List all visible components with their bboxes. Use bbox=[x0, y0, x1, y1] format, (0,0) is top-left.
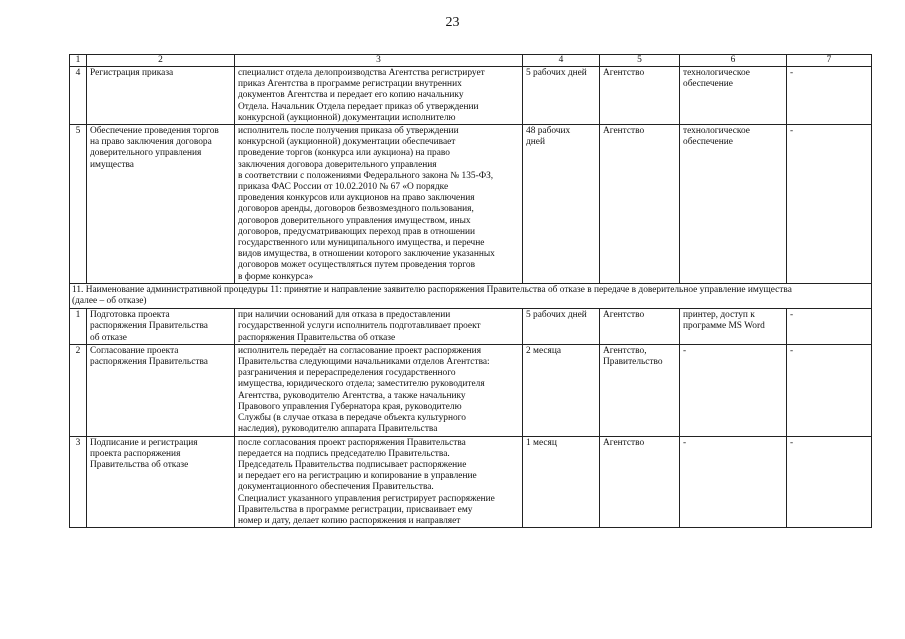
row-number: 2 bbox=[70, 344, 87, 436]
table-row bbox=[70, 344, 872, 436]
procedure-name bbox=[87, 309, 235, 345]
procedure-resources bbox=[680, 344, 787, 436]
procedure-content-line: Правительства следующими начальниками отделов Агентства: bbox=[238, 357, 490, 368]
table-row bbox=[70, 67, 872, 125]
procedure-duration bbox=[523, 125, 600, 284]
procedure-forms bbox=[787, 436, 872, 528]
section-heading bbox=[70, 283, 872, 308]
procedure-responsible-line: Правительство bbox=[603, 357, 663, 368]
table-row bbox=[70, 309, 872, 345]
procedure-forms-line: - bbox=[790, 437, 794, 448]
procedure-name bbox=[87, 125, 235, 284]
procedure-name-line: имущества bbox=[90, 159, 134, 170]
procedure-content-line: передается на подпись председателю Правительства. bbox=[238, 448, 450, 459]
procedure-name bbox=[87, 67, 235, 125]
column-number: 2 bbox=[87, 55, 235, 67]
procedure-resources bbox=[680, 125, 787, 284]
row-number: 3 bbox=[70, 436, 87, 528]
procedure-content bbox=[235, 436, 523, 528]
procedure-content-line: конкурсной (аукционной) документации исполнителю bbox=[238, 112, 456, 123]
procedure-responsible-line: Агентство bbox=[603, 126, 645, 137]
procedure-duration bbox=[523, 309, 600, 345]
procedure-forms-line: - bbox=[790, 68, 794, 78]
procedure-resources-line: - bbox=[683, 345, 687, 356]
procedure-content-line: приказа ФАС России от 10.02.2010 № 67 «О порядке bbox=[238, 182, 449, 193]
procedure-name-line: Правительства об отказе bbox=[90, 459, 189, 470]
procedure-resources bbox=[680, 309, 787, 345]
table-row bbox=[70, 125, 872, 284]
procedure-content bbox=[235, 309, 523, 345]
row-number: 4 bbox=[70, 67, 87, 125]
procedure-resources-line: обеспечение bbox=[683, 137, 733, 148]
procedure-duration-line: 5 рабочих дней bbox=[526, 68, 587, 78]
procedure-name-line: Подготовка проекта bbox=[90, 310, 170, 321]
row-number: 5 bbox=[70, 125, 87, 284]
procedure-content-line: Правительства в программе регистрации, присваивает ему bbox=[238, 504, 473, 515]
procedure-content-line: конкурсной (аукционной) документации обеспечивает bbox=[238, 137, 456, 148]
procedure-content-line: Службы (в случае отказа в передаче объекта культурного bbox=[238, 413, 466, 424]
procedure-responsible-line: Агентство bbox=[603, 437, 645, 448]
procedure-name-line: распоряжения Правительства bbox=[90, 357, 208, 368]
procedure-name-line: Согласование проекта bbox=[90, 345, 179, 356]
procedure-content-line: Правового управления Губернатора края, руководителю bbox=[238, 401, 462, 412]
procedure-duration bbox=[523, 436, 600, 528]
procedure-content-line: и передает его на регистрацию и копирование в управление bbox=[238, 471, 477, 482]
section-heading-line: (далее – об отказе) bbox=[72, 296, 147, 307]
procedure-content-line: договоров может осуществляться путем проведения торгов bbox=[238, 260, 476, 271]
procedure-duration-line: 48 рабочих bbox=[526, 126, 571, 137]
procedure-resources-line: обеспечение bbox=[683, 79, 733, 90]
procedure-forms bbox=[787, 125, 872, 284]
procedure-content-line: в форме конкурса» bbox=[238, 271, 314, 282]
procedure-content-line: Председатель Правительства подписывает распоряжение bbox=[238, 459, 467, 470]
procedure-forms-line: - bbox=[790, 345, 794, 356]
procedure-content-line: после согласования проект распоряжения Правительства bbox=[238, 437, 466, 448]
procedure-responsible-line: Агентство, bbox=[603, 345, 647, 356]
procedure-content-line: исполнитель передаёт на согласование проект распоряжения bbox=[238, 345, 482, 356]
procedure-name-line: Обеспечение проведения торгов bbox=[90, 126, 219, 137]
procedure-duration bbox=[523, 344, 600, 436]
procedure-responsible-line: Агентство bbox=[603, 68, 645, 78]
column-number: 1 bbox=[70, 55, 87, 67]
column-number: 6 bbox=[680, 55, 787, 67]
procedure-content-line: Агентства, руководителю Агентства, а также начальнику bbox=[238, 390, 466, 401]
procedure-resources-line: - bbox=[683, 437, 687, 448]
section-heading-line: 11. Наименование административной процедуры 11: принятие и направление заявителю распоряжения Правительства об отказе в передаче в доверительное управление имущества bbox=[72, 284, 792, 295]
procedure-content-line: договоров аренды, договоров безвозмездного пользования, bbox=[238, 204, 474, 215]
row-number: 1 bbox=[70, 309, 87, 345]
procedure-content-line: приказ Агентства в программе регистрации внутренних bbox=[238, 79, 462, 90]
procedure-forms bbox=[787, 344, 872, 436]
procedure-content-line: имущества, юридического отдела; заместителю руководителя bbox=[238, 379, 485, 390]
procedure-responsible bbox=[600, 67, 680, 125]
section-heading-row bbox=[70, 283, 872, 308]
procedure-content-line: исполнитель после получения приказа об утверждении bbox=[238, 126, 459, 137]
procedure-responsible bbox=[600, 344, 680, 436]
procedure-content-line: Отдела. Начальник Отдела передает приказ об утверждении bbox=[238, 101, 479, 112]
procedure-content-line: государственного или муниципального имущества, и перечне bbox=[238, 238, 485, 249]
procedure-content-line: Специалист указанного управления регистрирует распоряжение bbox=[238, 493, 495, 504]
procedure-name-line: распоряжения Правительства bbox=[90, 321, 208, 332]
procedure-name-line: Подписание и регистрация bbox=[90, 437, 198, 448]
procedure-content-line: при наличии оснований для отказа в предоставлении bbox=[238, 310, 451, 321]
procedure-resources-line: технологическое bbox=[683, 126, 750, 137]
column-number: 4 bbox=[523, 55, 600, 67]
procedure-content-line: в соответствии с положениями Федерального закона № 135-ФЗ, bbox=[238, 170, 494, 181]
procedure-content bbox=[235, 125, 523, 284]
procedure-content-line: разграничения и перераспределения государственного bbox=[238, 368, 456, 379]
column-number-row bbox=[70, 55, 872, 67]
procedure-resources bbox=[680, 67, 787, 125]
procedure-resources-line: принтер, доступ к bbox=[683, 310, 755, 321]
procedure-forms bbox=[787, 67, 872, 125]
procedure-content-line: договоров доверительного управления имуществом, иных bbox=[238, 215, 471, 226]
column-number: 3 bbox=[235, 55, 523, 67]
procedure-content-line: номер и дату, делает копию распоряжения и направляет bbox=[238, 515, 461, 526]
procedure-name bbox=[87, 436, 235, 528]
procedure-responsible bbox=[600, 309, 680, 345]
procedure-forms bbox=[787, 309, 872, 345]
procedure-content-line: документационного обеспечения Правительства. bbox=[238, 482, 434, 493]
procedure-content-line: документов Агентства и передает его копию начальнику bbox=[238, 90, 464, 101]
procedure-resources bbox=[680, 436, 787, 528]
procedure-name-line: Регистрация приказа bbox=[90, 68, 174, 78]
procedure-name-line: на право заключения договора bbox=[90, 137, 212, 148]
procedure-table bbox=[69, 54, 872, 528]
column-number: 7 bbox=[787, 55, 872, 67]
procedure-content-line: видов имущества, в отношении которого заключение указанных bbox=[238, 249, 495, 260]
procedure-duration bbox=[523, 67, 600, 125]
procedure-content-line: проведения конкурсов или аукционов на право заключения bbox=[238, 193, 475, 204]
column-number: 5 bbox=[600, 55, 680, 67]
procedure-content-line: специалист отдела делопроизводства Агентства регистрирует bbox=[238, 68, 485, 78]
procedure-name-line: об отказе bbox=[90, 332, 127, 343]
procedure-duration-line: 5 рабочих дней bbox=[526, 310, 587, 321]
procedure-name-line: проекта распоряжения bbox=[90, 448, 181, 459]
procedure-duration-line: дней bbox=[526, 137, 545, 148]
page-number: 23 bbox=[445, 15, 460, 30]
procedure-forms-line: - bbox=[790, 310, 794, 321]
procedure-content bbox=[235, 67, 523, 125]
procedure-responsible bbox=[600, 125, 680, 284]
procedure-responsible bbox=[600, 436, 680, 528]
procedure-resources-line: программе MS Word bbox=[683, 321, 765, 332]
procedure-content-line: договоров, предусматривающих переход прав в отношении bbox=[238, 226, 476, 237]
procedure-duration-line: 2 месяца bbox=[526, 345, 562, 356]
procedure-resources-line: технологическое bbox=[683, 68, 750, 78]
procedure-duration-line: 1 месяц bbox=[526, 437, 557, 448]
procedure-responsible-line: Агентство bbox=[603, 310, 645, 321]
table-row bbox=[70, 436, 872, 528]
procedure-content-line: проведение торгов (конкурса или аукциона) на право bbox=[238, 148, 450, 159]
procedure-name-line: доверительного управления bbox=[90, 148, 202, 159]
procedure-content bbox=[235, 344, 523, 436]
procedure-content-line: распоряжения Правительства об отказе bbox=[238, 332, 396, 343]
procedure-content-line: заключения договора доверительного управления bbox=[238, 159, 437, 170]
procedure-name bbox=[87, 344, 235, 436]
procedure-forms-line: - bbox=[790, 126, 794, 137]
procedure-content-line: наследия), руководителю аппарата Правительства bbox=[238, 424, 438, 435]
procedure-content-line: государственной услуги исполнитель подготавливает проект bbox=[238, 321, 481, 332]
